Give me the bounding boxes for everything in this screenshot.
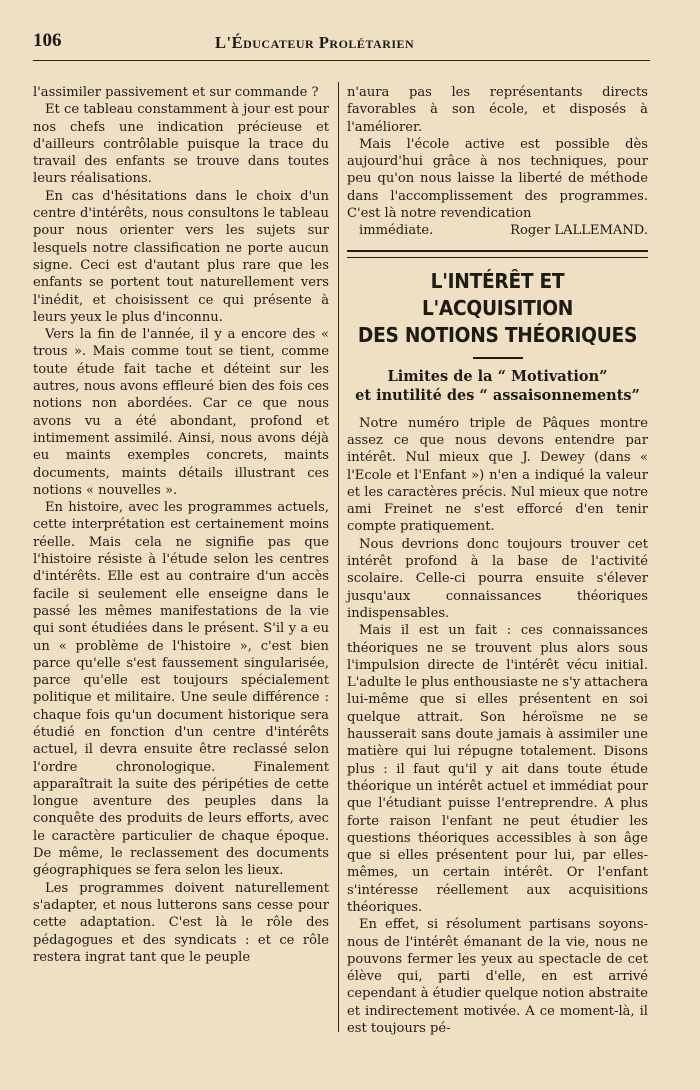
article-title-line: L'INTÉRÊT ET L'ACQUISITION: [421, 268, 574, 320]
left-column: [33, 84, 329, 966]
signature-line: [347, 222, 648, 239]
paragraph: Et ce tableau constamment à jour est pour nos chefs une indication précieuse et d'ailleurs contrôlable puisque la trace du travail des enfants se trouve dans toutes leurs réalisations.: [33, 102, 329, 187]
signature-lead: immédiate.: [359, 223, 434, 239]
paragraph: En histoire, avec les programmes actuels, cette interprétation est certainement moins réelle. Mais cela ne signifie pas que l'histoire résiste à l'étude selon les centres d'intérêts. Elle est au contraire d'un accès facile si seulement elle enseigne dans le passé les mêmes manifestations de la vie qui sont étudiées dans le présent. S'il y a eu un « problème de l'histoire », c'est bien parce qu'elle s'est faussement singularisée, parce qu'elle est toujours spécialement politique et militaire. Une seule différence : chaque fois qu'un document historique sera étudié en fonction d'un centre d'intérêts actuel, il devra ensuite être reclassé selon l'ordre chronologique. Finalement apparaîtrait la suite des péripéties de cette longue aventure des peuples dans la conquête des produits de leurs efforts, avec le caractère particulier de chaque époque. De même, le reclassement des documents géographiques se fera selon les lieux.: [33, 500, 329, 879]
page-header: [33, 30, 650, 61]
article-subtitle: [347, 367, 648, 405]
paragraph: Les programmes doivent naturellement s'adapter, et nous lutterons sans cesse pour cette adaptation. C'est là le rôle des pédagogues et des syndicats : et ce rôle restera ingrat tant que le peuple: [33, 880, 329, 965]
article-separator: [347, 250, 648, 258]
paragraph: n'aura pas les représentants directs favorables à son école, et disposés à l'améliorer.: [347, 85, 648, 135]
paragraph: En effet, si résolument partisans soyons-nous de l'intérêt émanant de la vie, nous ne pouvons fermer les yeux au spectacle de cet élève qui, parti d'elle, en est arrivé cependant à étudier quelque notion abstraite et indirectement motivée. A ce moment-là, il est toujours pé-: [347, 917, 648, 1037]
paragraph: En cas d'hésitations dans le choix d'un centre d'intérêts, nous consultons le tableau pour nous orienter vers les sujets sur lesquels notre classification ne porte aucun signe. Ceci est d'autant plus rare que les enfants se portent tout naturellement vers l'inédit, et choisissent ce qui présente à leurs yeux le plus d'inconnu.: [33, 188, 329, 325]
right-column: [347, 84, 648, 1037]
paragraph: Notre numéro triple de Pâques montre assez ce que nous devons entendre par intérêt. Nul mieux que J. Dewey (dans « l'Ecole et l'Enfant ») n'en a indiqué la valeur et les caractères précis. Nul mieux que notre ami Freinet ne s'est efforcé d'en tenir compte pratiquement.: [347, 415, 648, 535]
title-rule: [473, 357, 523, 359]
paragraph: Mais l'école active est possible dès aujourd'hui grâce à nos techniques, pour peu qu'on nous laisse la liberté de méthode dans l'accomplissement des programmes. C'est là notre revendication: [347, 136, 648, 222]
author-signature: Roger LALLEMAND.: [510, 223, 648, 239]
column-divider: [338, 82, 339, 1032]
paragraph: Vers la fin de l'année, il y a encore des « trous ». Mais comme tout se tient, comme toute étude fait tache et déteint sur les autres, nous avons effleuré bien des fois ces notions non abordées. Car ce que nous avons vu a été abondant, profond et intimement assimilé. Ainsi, nous avons déjà eu maints exemples concrets, maints documents, maints détails illustrant ces notions « nouvelles ».: [33, 327, 329, 498]
paragraph: Nous devrions donc toujours trouver cet intérêt profond à la base de l'activité scolaire. Celle-ci pourra ensuite s'élever jusqu'aux connaissances théoriques indispensables.: [347, 536, 648, 621]
article-title-line: DES NOTIONS THÉORIQUES: [357, 322, 638, 347]
paragraph: Mais il est un fait : ces connaissances théoriques ne se trouvent plus alors sous l'impulsion directe de l'intérêt vécu initial. L'adulte le plus enthousiaste ne s'y attachera lui-même que si elles présentent en soi quelque attrait. Son héroïsme ne se hausserait sans doute jamais à assimiler une matière qui lui répugne totalement. Disons plus : il faut qu'il y ait dans toute étude théorique un intérêt actuel et immédiat pour que l'étudiant puisse l'entreprendre. A plus forte raison l'enfant ne peut étudier les questions théoriques accessibles à son âge que si elles présentent pour lui, par elles-mêmes, un certain intérêt. Or l'enfant s'intéresse réellement aux acquisitions théoriques.: [347, 623, 648, 915]
article-title: [358, 268, 638, 349]
subtitle-line: Limites de la “ Motivation”: [387, 367, 608, 385]
page-number: 106: [33, 30, 62, 51]
journal-title: L'Éducateur Prolétarien: [215, 33, 415, 52]
subtitle-line: et inutilité des “ assaisonnements”: [355, 386, 640, 404]
paragraph: l'assimiler passivement et sur commande ?: [33, 85, 319, 100]
